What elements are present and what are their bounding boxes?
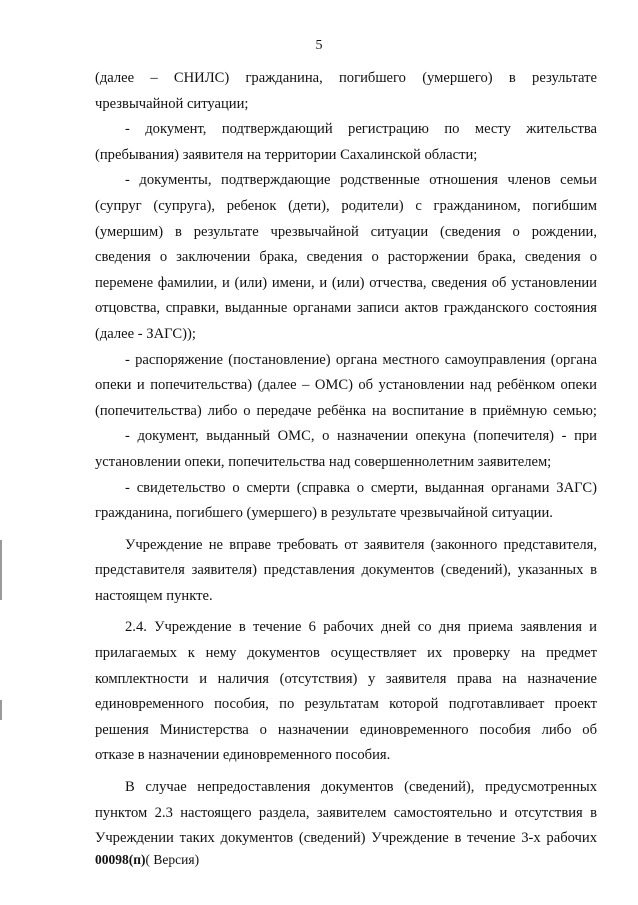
text-line: представителя заявителя) представления документов (сведений), указанных в [95, 562, 597, 579]
text-line: (умершим) в результате чрезвычайной ситуации (сведения о рождении, [95, 223, 597, 240]
text-line: решения Министерства о назначении единовременного пособия либо об [95, 721, 597, 738]
text-line: - документы, подтверждающие родственные отношения членов семьи [125, 172, 597, 189]
text-line: комплектности и наличия (отсутствия) у заявителя права на назначение [95, 670, 597, 687]
document-footer [95, 852, 199, 868]
text-line: (далее – СНИЛС) гражданина, погибшего (умершего) в результате [95, 70, 597, 86]
text-line: настоящем пункте. [95, 587, 213, 604]
scan-edge-mark [0, 540, 2, 600]
text-line: В случае непредоставления документов (сведений), предусмотренных [125, 779, 597, 796]
text-line: единовременного пособия, по результатам которой подготавливает проект [95, 696, 597, 713]
text-line: (далее - ЗАГС)); [95, 325, 196, 342]
text-line: 2.4. Учреждение в течение 6 рабочих дней со дня приема заявления и [125, 619, 597, 636]
text-line: (попечительства) либо о передаче ребёнка на воспитание в приёмную семью; [95, 402, 597, 419]
text-line: опеки и попечительства) (далее – ОМС) об установлении над ребёнком опеки [95, 377, 597, 394]
text-line: - свидетельство о смерти (справка о смерти, выданная органами ЗАГС) [125, 479, 597, 496]
text-line: отцовства, справки, выданные органами записи актов гражданского состояния [95, 300, 597, 317]
document-code: 00098(п) [95, 852, 146, 867]
page-number: 5 [315, 38, 323, 53]
document-body [95, 66, 597, 852]
text-line: перемене фамилии, и (или) имени, и (или) отчества, сведения об установлении [95, 274, 597, 291]
text-line: чрезвычайной ситуации; [95, 95, 249, 112]
text-line: - документ, подтверждающий регистрацию по месту жительства [125, 121, 597, 138]
text-line: (супруг (супруга), ребенок (дети), родители) с гражданином, погибшим [95, 197, 597, 214]
text-line: Учреждении таких документов (сведений) Учреждение в течение 3-х рабочих [95, 830, 597, 847]
text-line: прилагаемых к нему документов осуществляет их проверку на предмет [95, 645, 597, 662]
document-version: ( Версия) [145, 852, 200, 867]
text-line: - распоряжение (постановление) органа местного самоуправления (органа [125, 351, 597, 368]
text-line: Учреждение не вправе требовать от заявителя (законного представителя, [125, 536, 597, 553]
scan-edge-mark [0, 700, 2, 720]
text-line: пунктом 2.3 настоящего раздела, заявителем самостоятельно и отсутствия в [95, 804, 597, 821]
text-line: - документ, выданный ОМС, о назначении опекуна (попечителя) - при [125, 428, 597, 445]
text-line: установлении опеки, попечительства над совершеннолетним заявителем; [95, 453, 552, 470]
text-line: (пребывания) заявителя на территории Сахалинской области; [95, 146, 478, 163]
text-line: сведения о заключении брака, сведения о расторжении брака, сведения о [95, 249, 597, 266]
text-line: отказе в назначении единовременного пособия. [95, 747, 391, 764]
text-line: гражданина, погибшего (умершего) в результате чрезвычайной ситуации. [95, 505, 553, 522]
